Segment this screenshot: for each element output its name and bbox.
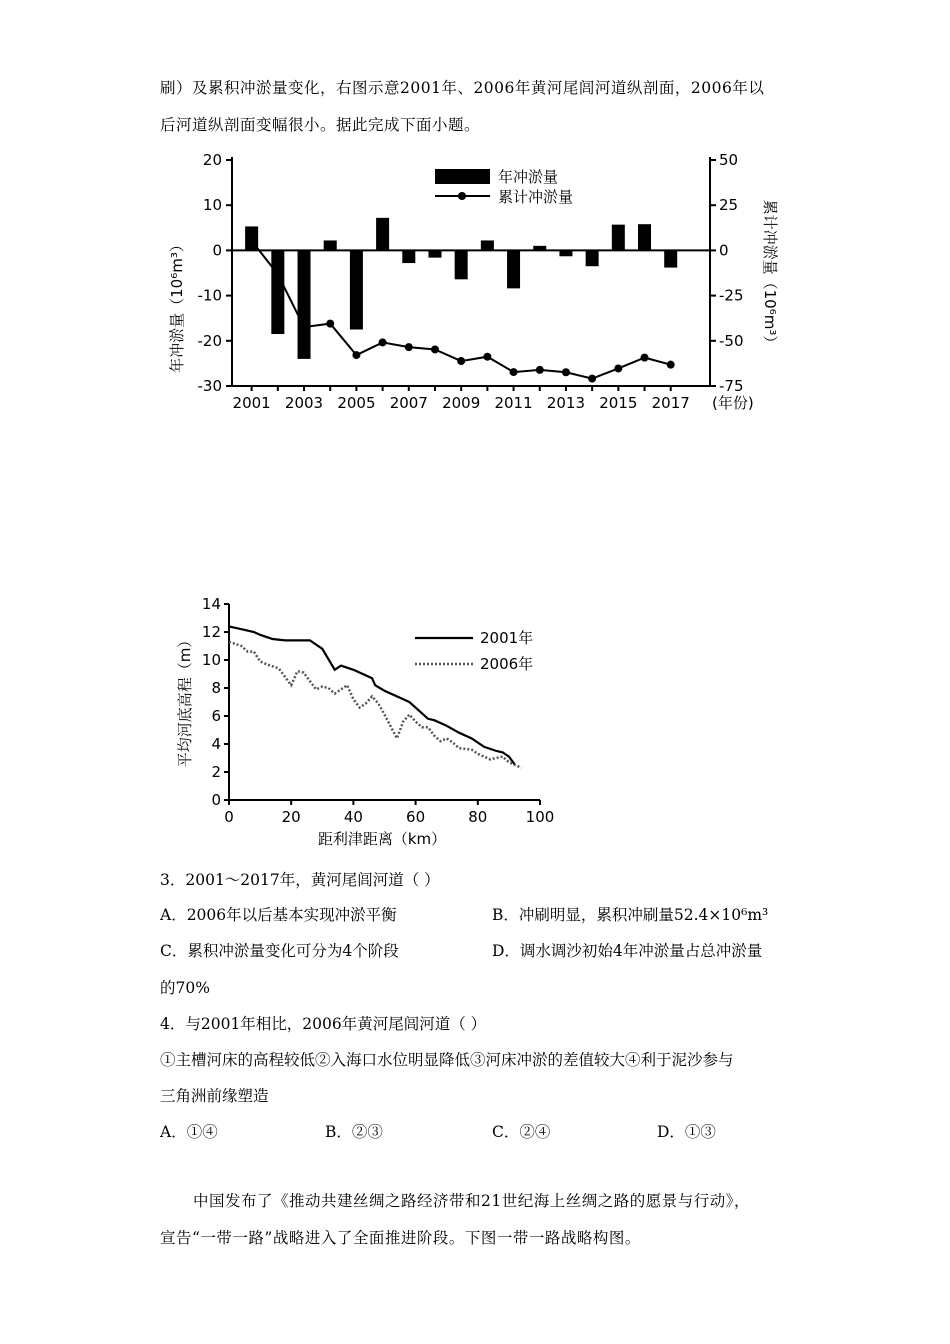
x-tick-label: 2011 — [494, 394, 533, 412]
bar-annual-2007 — [402, 250, 415, 263]
y-tick-label: 20 — [202, 151, 222, 169]
x-axis-label: 距利津距离（km） — [317, 830, 447, 848]
q4-option-d[interactable]: D．①③ — [657, 1123, 716, 1141]
intro-line-1: 刷）及累积冲淤量变化，右图示意2001年、2006年黄河尾闾河道纵剖面，2006年以 — [160, 79, 765, 97]
bar-annual-2015 — [612, 225, 625, 251]
y-tick-label: 14 — [201, 595, 221, 613]
x-tick-label: 2007 — [389, 394, 428, 412]
x-tick-label: 2005 — [337, 394, 376, 412]
y-tick-label: 6 — [211, 707, 221, 725]
passage-line-2: 宣告“一带一路”战略进入了全面推进阶段。下图一带一路战略构图。 — [160, 1229, 641, 1247]
legend-bar-swatch — [435, 169, 490, 184]
y-tick-label: 12 — [201, 623, 221, 641]
legend-2001-label: 2001年 — [480, 629, 534, 647]
bar-annual-2011 — [507, 250, 520, 288]
q3-option-d[interactable]: D．调水调沙初始4年冲淤量占总冲淤量 — [492, 942, 763, 960]
sediment-chart — [160, 145, 790, 415]
profile-2006-line — [229, 642, 521, 768]
x-tick-label: 0 — [224, 808, 234, 826]
q4-statements-line-2: 三角洲前缘塑造 — [160, 1087, 269, 1105]
x-tick-label: 60 — [406, 808, 426, 826]
y-axis-label: 年冲淤量（10⁶m³） — [168, 237, 186, 373]
legend-2006-label: 2006年 — [480, 655, 534, 673]
q4-option-c[interactable]: C．②④ — [492, 1123, 551, 1141]
bar-annual-2010 — [481, 240, 494, 250]
cumulative-point-2002 — [274, 270, 282, 278]
y-tick-label: 0 — [212, 241, 222, 260]
x-tick-label: 20 — [281, 808, 301, 826]
y2-tick-label: -50 — [719, 331, 744, 350]
q3-option-a[interactable]: A．2006年以后基本实现冲淤平衡 — [160, 906, 397, 924]
bar-annual-2006 — [376, 218, 389, 251]
y2-tick-label: 0 — [719, 241, 729, 260]
legend-line-label: 累计冲淤量 — [498, 188, 574, 206]
passage-line-1: 中国发布了《推动共建丝绸之路经济带和21世纪海上丝绸之路的愿景与行动》， — [193, 1192, 750, 1210]
x-tick-label: 2009 — [442, 394, 481, 412]
bar-annual-2017 — [664, 250, 677, 267]
cumulative-point-2017 — [667, 361, 675, 369]
y-tick-label: 10 — [201, 651, 221, 669]
x-tick-label: 2003 — [284, 394, 324, 412]
bar-annual-2016 — [638, 224, 651, 250]
question-4-stem: 4．与2001年相比，2006年黄河尾闾河道（ ） — [160, 1015, 487, 1033]
x-tick-label: 2013 — [546, 394, 586, 412]
x-tick-label: 2015 — [599, 394, 638, 412]
cumulative-point-2003 — [300, 323, 308, 331]
x-axis-suffix-label: (年份) — [712, 394, 754, 412]
intro-line-2: 后河道纵剖面变幅很小。据此完成下面小题。 — [160, 116, 481, 134]
bar-annual-2008 — [428, 250, 441, 257]
cumulative-point-2004 — [326, 320, 334, 328]
q3-option-d-continued: 的70% — [160, 979, 210, 997]
y2-tick-label: -25 — [719, 286, 744, 305]
cumulative-point-2009 — [457, 357, 465, 365]
y2-tick-label: 50 — [719, 151, 739, 169]
cumulative-point-2014 — [588, 375, 596, 383]
cumulative-point-2013 — [562, 368, 570, 376]
x-tick-label: 80 — [468, 808, 488, 826]
y2-tick-label: 25 — [719, 196, 739, 215]
x-tick-label: 2001 — [232, 394, 271, 412]
y-tick-label: 2 — [211, 763, 221, 781]
y-tick-label: 0 — [211, 791, 221, 809]
bar-annual-2004 — [324, 240, 337, 250]
x-tick-label: 40 — [343, 808, 363, 826]
q4-statements-line-1: ①主槽河床的高程较低②入海口水位明显降低③河床冲淤的差值较大④利于泥沙参与 — [160, 1051, 734, 1069]
bar-annual-2009 — [455, 250, 468, 279]
y2-axis-label: 累计冲淤量（10⁶m³） — [761, 199, 779, 351]
q3-option-c[interactable]: C．累积冲淤量变化可分为4个阶段 — [160, 942, 399, 960]
cumulative-point-2005 — [352, 351, 360, 359]
bar-annual-2005 — [350, 250, 363, 329]
y-tick-label: -30 — [197, 377, 222, 395]
bar-annual-2002 — [271, 250, 284, 334]
legend-line-marker — [458, 192, 466, 200]
y-axis-label: 平均河底高程（m） — [176, 632, 194, 768]
cumulative-point-2008 — [431, 345, 439, 353]
x-tick-label: 100 — [525, 808, 555, 826]
bar-annual-2003 — [298, 250, 311, 358]
y-tick-label: 10 — [202, 196, 222, 215]
bar-annual-2014 — [586, 250, 599, 266]
q4-option-b[interactable]: B．②③ — [325, 1123, 383, 1141]
y-tick-label: 8 — [211, 679, 221, 697]
cumulative-point-2016 — [641, 354, 649, 362]
question-3-stem: 3．2001～2017年，黄河尾闾河道（ ） — [160, 871, 440, 889]
y-tick-label: -10 — [197, 286, 222, 305]
y-tick-label: 4 — [211, 735, 221, 753]
riverbed-profile-chart — [160, 590, 580, 855]
cumulative-point-2006 — [379, 338, 387, 346]
legend-bar-label: 年冲淤量 — [498, 168, 559, 186]
x-tick-label: 2017 — [651, 394, 690, 412]
cumulative-point-2015 — [614, 364, 622, 372]
q4-option-a[interactable]: A．①④ — [160, 1123, 218, 1141]
q3-option-b[interactable]: B．冲刷明显，累积冲刷量52.4×10⁶m³ — [492, 906, 769, 924]
cumulative-point-2011 — [510, 368, 518, 376]
y2-tick-label: -75 — [719, 377, 744, 395]
cumulative-point-2012 — [536, 366, 544, 374]
cumulative-point-2010 — [483, 353, 491, 361]
y-tick-label: -20 — [197, 331, 222, 350]
cumulative-point-2007 — [405, 343, 413, 351]
